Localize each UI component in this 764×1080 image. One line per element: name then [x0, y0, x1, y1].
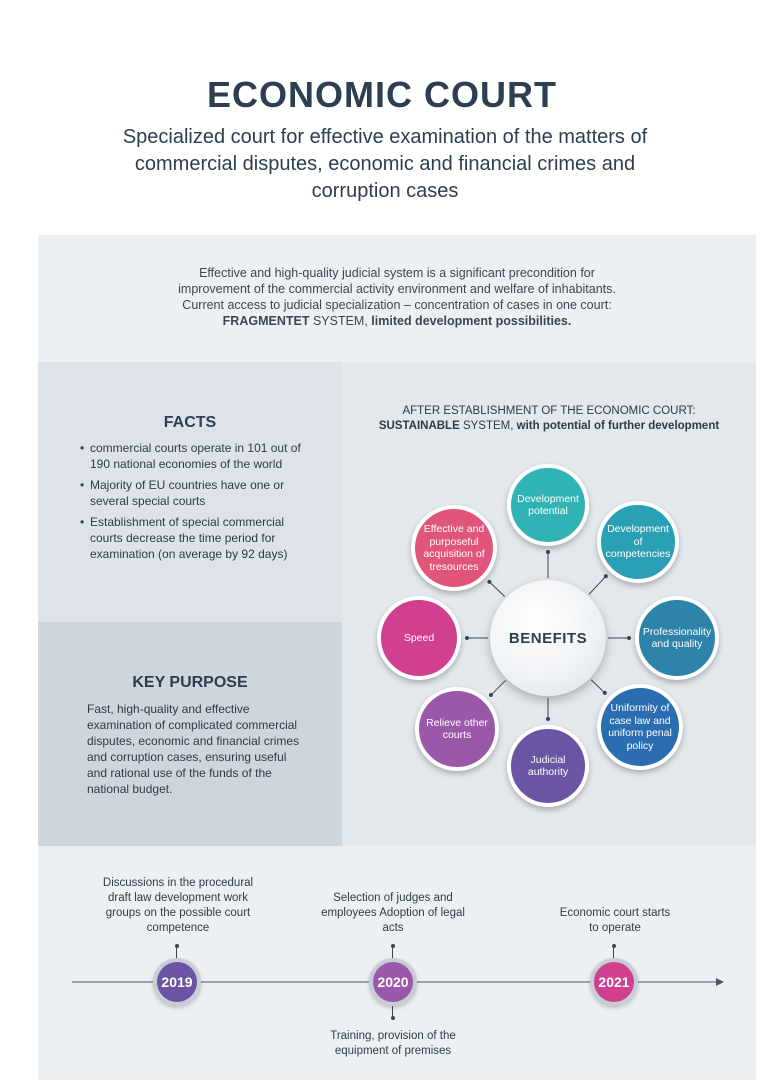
- year-label: 2020: [377, 974, 409, 990]
- caption-emphasis: with potential of further development: [516, 420, 720, 432]
- timeline-year-2019: [153, 958, 201, 1006]
- intro-line: improvement of the commercial activity environment and welfare of inhabitants.: [178, 282, 616, 296]
- intro-line: Effective and high-quality judicial system is a significant precondition for: [199, 266, 595, 280]
- benefit-label: Effective and purposeful acquisition of tresources: [423, 523, 485, 573]
- timeline-arrow-icon: [716, 978, 724, 986]
- fact-item: • Establishment of special commercial courts decrease the time period for examination (on average by 92 days): [80, 514, 305, 562]
- benefits-hub-label: BENEFITS: [508, 629, 588, 647]
- page-title: ECONOMIC COURT: [207, 74, 557, 115]
- timeline-text-below: Training, provision of the equipment of premises: [330, 1030, 456, 1057]
- year-label: 2021: [598, 974, 630, 990]
- timeline-text-above: Discussions in the procedural draft law development work groups on the possible court competence: [102, 877, 254, 934]
- timeline-tick: [392, 946, 393, 958]
- fact-item: • commercial courts operate in 101 out of 190 national economies of the world: [80, 440, 305, 472]
- caption-plain: SYSTEM,: [459, 420, 517, 432]
- benefits-caption-line: AFTER ESTABLISHMENT OF THE ECONOMIC COURT:: [402, 405, 696, 417]
- benefit-label: Relieve other courts: [426, 716, 488, 741]
- caption-emphasis: SUSTAINABLE: [378, 420, 460, 432]
- benefit-label: Professionality and quality: [642, 625, 712, 650]
- fact-item: • Majority of EU countries have one or several special courts: [80, 477, 305, 509]
- key-purpose-heading: KEY PURPOSE: [132, 674, 248, 691]
- page-subtitle: Specialized court for effective examination of the matters of commercial disputes, economic and financial crimes and corruption cases: [122, 126, 648, 202]
- facts-heading: FACTS: [163, 414, 217, 431]
- intro-line: Current access to judicial specialization – concentration of cases in one court:: [182, 298, 612, 312]
- intro-emphasis: limited development possibilities.: [371, 314, 572, 328]
- timeline-tick: [613, 946, 614, 958]
- timeline-dot: [391, 1016, 395, 1020]
- intro-plain: SYSTEM,: [309, 314, 372, 328]
- year-label: 2019: [161, 974, 193, 990]
- benefit-label: Development potential: [517, 492, 579, 517]
- timeline-year-2021: [590, 958, 638, 1006]
- timeline-text-above: Selection of judges and employees Adoption of legal acts: [321, 892, 465, 934]
- benefit-label: Speed: [403, 631, 435, 644]
- intro-emphasis: FRAGMENTET: [222, 314, 310, 328]
- timeline-tick: [176, 946, 177, 958]
- benefit-label: Development of competencies: [605, 523, 671, 561]
- benefit-label: Uniformity of case law and uniform penal policy: [608, 702, 672, 752]
- timeline-year-2020: [369, 958, 417, 1006]
- key-purpose-text: Fast, high-quality and effective examination of complicated commercial disputes, economic and financial crimes and corruption cases, ensuring useful and rational use of the funds of the national budget.: [87, 702, 300, 796]
- timeline-text-above: Economic court starts to operate: [559, 907, 671, 934]
- benefit-label: Judicial authority: [527, 753, 569, 778]
